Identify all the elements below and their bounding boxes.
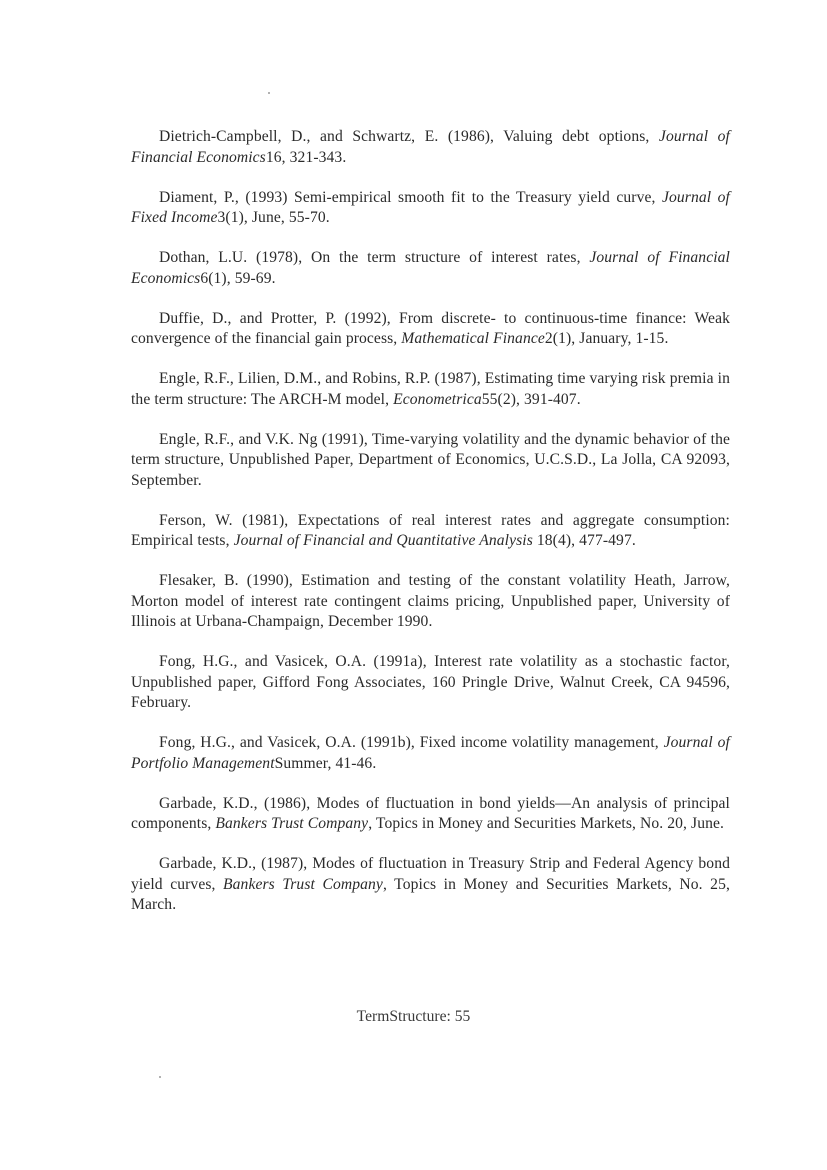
reference-entry [131,854,730,916]
reference-text: 6(1), 59-69. [200,269,276,287]
reference-entry [131,733,730,774]
reference-source-title: Bankers Trust Company [223,875,383,893]
reference-entry [131,369,730,410]
reference-source-title: Mathematical Finance [401,330,545,347]
scan-speck [268,92,270,94]
reference-text: Diament, P., (1993) Semi-empirical smooth fit to the Treasury yield curve, [159,188,662,206]
reference-text: Dothan, L.U. (1978), On the term structure of interest rates, [159,249,590,266]
reference-text: Fong, H.G., and Vasicek, O.A. (1991a), Interest rate volatility as a stochastic factor, Unpublished paper, Gifford Fong Associates, 160 Pringle Drive, Walnut Creek, CA 94596, February. [131,653,730,711]
reference-text: Garbade, K.D., (1987), Modes of fluctuation in Treasury Strip and Federal Agency bond yield curves, [131,855,730,893]
reference-text: Engle, R.F., Lilien, D.M., and Robins, R.P. (1987), Estimating time varying risk premia in the term structure: The ARCH-M model, [131,370,730,408]
reference-text: Duffie, D., and Protter, P. (1992), From discrete- to continuous-time finance: Weak convergence of the financial gain process, [131,309,730,347]
reference-entry [131,511,730,552]
reference-list [131,127,730,935]
reference-source-title: Journal of Financial and Quantitative Analysis [233,532,533,549]
page-footer: TermStructure: 55 [356,1008,471,1025]
scan-speck [159,1076,161,1078]
reference-text: , Topics in Money and Securities Markets, No. 20, June. [368,815,725,832]
reference-text: 16, 321-343. [265,148,347,166]
reference-text: Engle, R.F., and V.K. Ng (1991), Time-varying volatility and the dynamic behavior of the term structure, Unpublished Paper, Department of Economics, U.C.S.D., La Jolla, CA 92093, September. [131,430,730,489]
reference-text: Garbade, K.D., (1986), Modes of fluctuation in bond yields—An analysis of principal components, [131,794,730,832]
reference-source-title: Journal of Portfolio Management [131,734,730,772]
reference-text: , Topics in Money and Securities Markets, No. 25, March. [131,875,730,913]
reference-entry [131,794,730,835]
reference-text: Flesaker, B. (1990), Estimation and testing of the constant volatility Heath, Jarrow, Morton model of interest rate contingent claims pricing, Unpublished paper, University of Illinois at Urbana-Champaign, December 1990. [131,572,730,630]
reference-entry [131,652,730,714]
reference-text: Dietrich-Campbell, D., and Schwartz, E. (1986), Valuing debt options, [159,128,659,145]
reference-entry [131,188,730,229]
reference-text: Ferson, W. (1981), Expectations of real interest rates and aggregate consumption: Empirical tests, [131,511,730,549]
reference-source-title: Journal of Fixed Income [131,188,730,226]
reference-text: 55(2), 391-407. [481,390,581,408]
reference-source-title: Bankers Trust Company [215,815,369,832]
reference-source-title: Econometrica [393,390,482,408]
reference-entry [131,571,730,633]
reference-source-title: Journal of Financial Economics [131,249,730,287]
reference-text: 2(1), January, 1-15. [544,330,669,347]
reference-text: 18(4), 477-497. [532,532,636,549]
reference-entry [131,309,730,350]
reference-text: 3(1), June, 55-70. [217,209,330,226]
reference-text: Summer, 41-46. [274,754,377,772]
reference-text: Fong, H.G., and Vasicek, O.A. (1991b), Fixed income volatility management, [159,734,664,751]
reference-entry [131,127,730,168]
reference-entry [131,248,730,289]
reference-entry [131,430,730,492]
reference-source-title: Journal of Financial Economics [131,128,730,166]
